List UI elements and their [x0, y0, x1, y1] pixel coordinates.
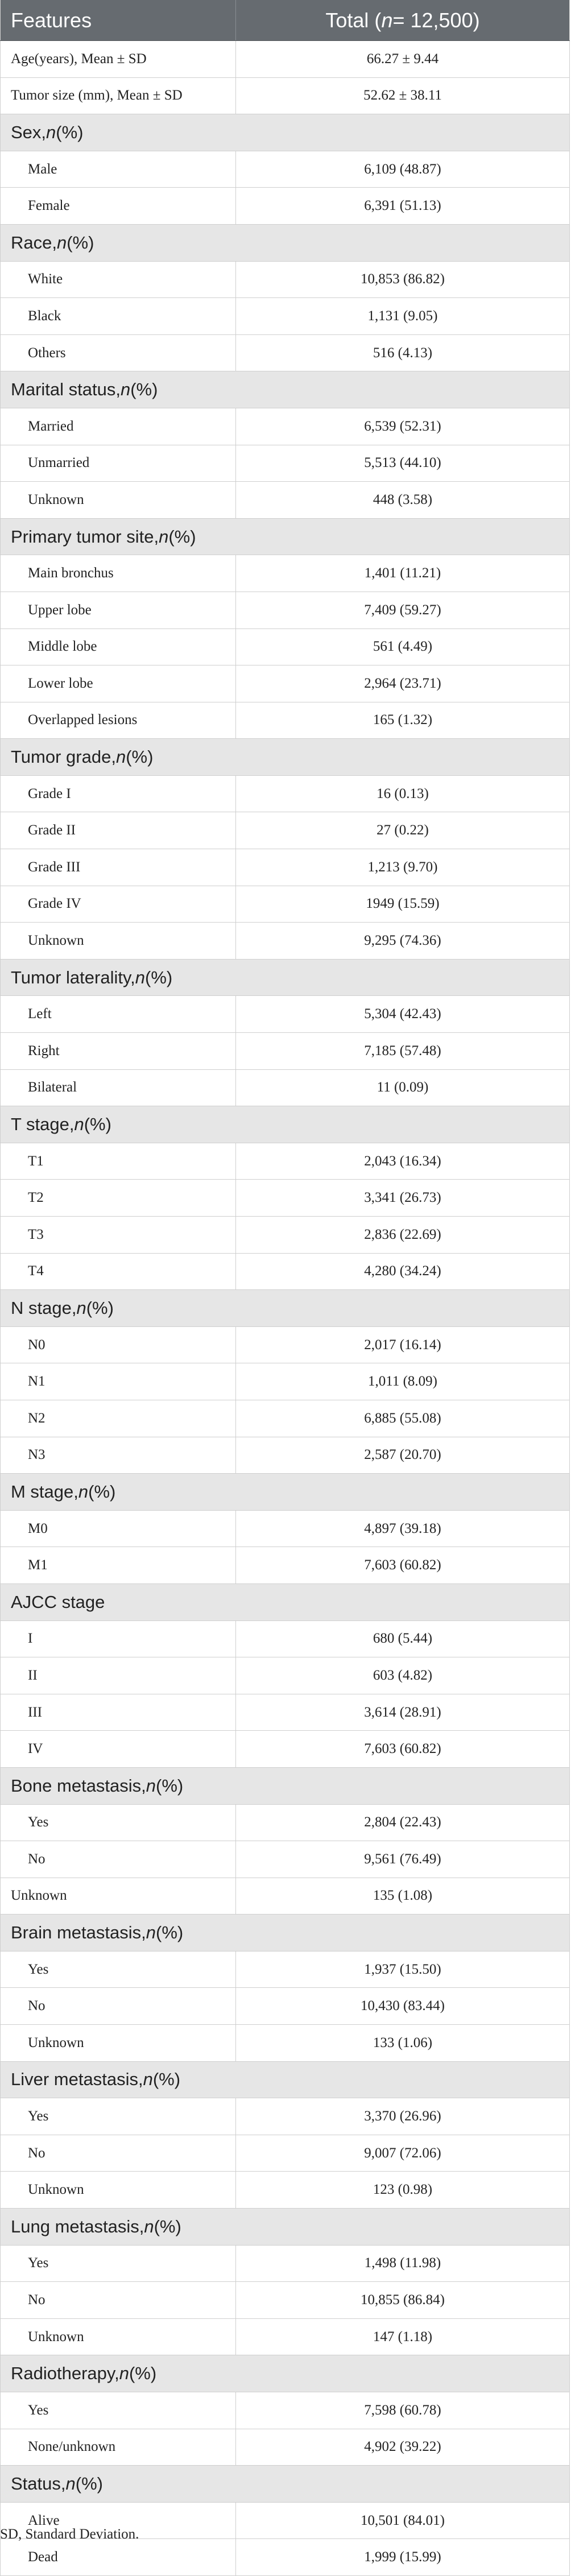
table-row: [0, 1033, 570, 1070]
table-row: [0, 41, 570, 78]
table-body: [0, 41, 570, 2576]
row-label: N3: [0, 1437, 236, 1474]
row-value: 147 (1.18): [236, 2319, 570, 2355]
section-label: Bone metastasis, n (%): [0, 1768, 570, 1804]
row-value: 4,902 (39.22): [236, 2429, 570, 2466]
table-row: [0, 2172, 570, 2209]
row-value: 16 (0.13): [236, 776, 570, 812]
row-value: 7,598 (60.78): [236, 2392, 570, 2429]
row-value: 9,007 (72.06): [236, 2135, 570, 2172]
section-label: Race, n (%): [0, 225, 570, 261]
section-label: Tumor grade, n (%): [0, 739, 570, 775]
table-row: [0, 1400, 570, 1437]
row-value: 135 (1.08): [236, 1878, 570, 1915]
section-header-row: [0, 1290, 570, 1327]
table-header-row: [0, 0, 570, 41]
row-value: 1,498 (11.98): [236, 2246, 570, 2282]
table-row: [0, 1841, 570, 1878]
table-row: [0, 335, 570, 372]
header-features: Features: [0, 0, 236, 40]
row-label: III: [0, 1694, 236, 1731]
row-value: 3,370 (26.96): [236, 2098, 570, 2135]
table-row: [0, 1143, 570, 1180]
row-label: None/unknown: [0, 2429, 236, 2466]
section-label: Marital status, n (%): [0, 371, 570, 408]
row-value: 133 (1.06): [236, 2025, 570, 2061]
row-label: Right: [0, 1033, 236, 1069]
section-label: Primary tumor site, n (%): [0, 519, 570, 555]
table-row: [0, 2539, 570, 2576]
table-row: [0, 812, 570, 849]
section-label: Lung metastasis, n (%): [0, 2209, 570, 2245]
row-label: No: [0, 1841, 236, 1878]
table-row: [0, 2319, 570, 2356]
row-label: T3: [0, 1217, 236, 1253]
section-label: Status, n (%): [0, 2466, 570, 2502]
row-label: T2: [0, 1180, 236, 1216]
row-label: Unknown: [0, 482, 236, 518]
row-value: 1,011 (8.09): [236, 1363, 570, 1400]
section-header-row: [0, 225, 570, 262]
table-row: [0, 1437, 570, 1474]
row-value: 11 (0.09): [236, 1070, 570, 1106]
table-row: [0, 1878, 570, 1915]
row-value: 7,603 (60.82): [236, 1547, 570, 1583]
row-value: 27 (0.22): [236, 812, 570, 849]
table-row: [0, 1217, 570, 1254]
section-header-row: [0, 1474, 570, 1511]
table-row: [0, 1254, 570, 1291]
section-label: Radiotherapy, n (%): [0, 2355, 570, 2392]
row-value: 66.27 ± 9.44: [236, 41, 570, 77]
row-value: 1,131 (9.05): [236, 298, 570, 334]
table-row: [0, 262, 570, 299]
table-row: [0, 298, 570, 335]
row-value: 7,603 (60.82): [236, 1731, 570, 1767]
section-header-row: [0, 1106, 570, 1143]
row-label: T1: [0, 1143, 236, 1180]
table-row: [0, 2429, 570, 2466]
row-label: Unmarried: [0, 445, 236, 482]
row-label: Unknown: [0, 2025, 236, 2061]
row-label: Yes: [0, 1951, 236, 1988]
row-value: 5,304 (42.43): [236, 996, 570, 1032]
table-row: [0, 408, 570, 445]
section-header-row: [0, 1768, 570, 1805]
row-label: II: [0, 1657, 236, 1694]
table-row: [0, 923, 570, 960]
row-label: Overlapped lesions: [0, 702, 236, 739]
row-label: Middle lobe: [0, 629, 236, 665]
section-label: Sex, n (%): [0, 114, 570, 151]
section-header-row: [0, 2062, 570, 2099]
row-label: Married: [0, 408, 236, 445]
row-label: Others: [0, 335, 236, 371]
table-row: [0, 482, 570, 519]
row-value: 448 (3.58): [236, 482, 570, 518]
row-label: N2: [0, 1400, 236, 1437]
row-value: 2,836 (22.69): [236, 1217, 570, 1253]
section-header-row: [0, 2466, 570, 2503]
row-label: Lower lobe: [0, 665, 236, 702]
row-label: Left: [0, 996, 236, 1032]
row-value: 9,561 (76.49): [236, 1841, 570, 1878]
section-header-row: [0, 960, 570, 997]
row-label: No: [0, 2282, 236, 2318]
row-label: M0: [0, 1511, 236, 1547]
table-row: [0, 1805, 570, 1842]
table-row: [0, 1547, 570, 1584]
table-row: [0, 1070, 570, 1107]
row-value: 6,391 (51.13): [236, 188, 570, 224]
row-label: N0: [0, 1327, 236, 1363]
table-row: [0, 188, 570, 225]
row-value: 1,401 (11.21): [236, 555, 570, 592]
section-label: Tumor laterality, n (%): [0, 960, 570, 996]
row-label: Unknown: [0, 2319, 236, 2355]
row-value: 680 (5.44): [236, 1621, 570, 1657]
table-row: [0, 665, 570, 702]
table-row: [0, 1621, 570, 1658]
table-row: [0, 592, 570, 629]
row-label: Female: [0, 188, 236, 224]
row-label: Male: [0, 151, 236, 188]
section-label: AJCC stage: [0, 1584, 570, 1620]
row-value: 1949 (15.59): [236, 886, 570, 923]
section-header-row: [0, 114, 570, 151]
table-footnote: SD, Standard Deviation.: [0, 2527, 139, 2542]
row-label: Tumor size (mm), Mean ± SD: [0, 78, 236, 114]
row-value: 1,999 (15.99): [236, 2539, 570, 2575]
header-total: Total ( n = 12,500): [236, 0, 570, 40]
row-value: 4,280 (34.24): [236, 1254, 570, 1290]
row-value: 7,409 (59.27): [236, 592, 570, 629]
section-header-row: [0, 1584, 570, 1621]
row-label: Bilateral: [0, 1070, 236, 1106]
row-label: Main bronchus: [0, 555, 236, 592]
row-label: Grade II: [0, 812, 236, 849]
row-value: 6,109 (48.87): [236, 151, 570, 188]
row-label: Grade IV: [0, 886, 236, 923]
table-row: [0, 445, 570, 482]
section-header-row: [0, 519, 570, 556]
row-value: 10,853 (86.82): [236, 262, 570, 298]
table-row: [0, 1694, 570, 1731]
section-label: N stage, n (%): [0, 1290, 570, 1326]
table-row: [0, 996, 570, 1033]
table-row: [0, 776, 570, 813]
row-label: Yes: [0, 2246, 236, 2282]
row-value: 123 (0.98): [236, 2172, 570, 2208]
table-row: [0, 1657, 570, 1694]
row-label: Grade I: [0, 776, 236, 812]
section-label: M stage, n (%): [0, 1474, 570, 1510]
row-value: 5,513 (44.10): [236, 445, 570, 482]
section-label: Liver metastasis, n (%): [0, 2062, 570, 2098]
row-value: 2,043 (16.34): [236, 1143, 570, 1180]
table-row: [0, 886, 570, 923]
row-label: Unknown: [0, 2172, 236, 2208]
row-value: 2,017 (16.14): [236, 1327, 570, 1363]
table-row: [0, 1731, 570, 1768]
row-label: Yes: [0, 1805, 236, 1841]
row-value: 1,937 (15.50): [236, 1951, 570, 1988]
row-value: 603 (4.82): [236, 1657, 570, 1694]
table-row: [0, 2246, 570, 2283]
table-row: [0, 2282, 570, 2319]
row-label: N1: [0, 1363, 236, 1400]
table-row: [0, 1988, 570, 2025]
row-value: 3,341 (26.73): [236, 1180, 570, 1216]
row-value: 9,295 (74.36): [236, 923, 570, 959]
row-value: 6,885 (55.08): [236, 1400, 570, 1437]
row-value: 3,614 (28.91): [236, 1694, 570, 1731]
row-label: Black: [0, 298, 236, 334]
row-value: 10,855 (86.84): [236, 2282, 570, 2318]
row-label: IV: [0, 1731, 236, 1767]
row-label: Dead: [0, 2539, 236, 2575]
table-row: [0, 1180, 570, 1217]
table-row: [0, 2098, 570, 2135]
row-label: Yes: [0, 2098, 236, 2135]
section-header-row: [0, 371, 570, 408]
table-row: [0, 702, 570, 739]
table-row: [0, 2135, 570, 2172]
table-row: [0, 78, 570, 115]
row-value: 6,539 (52.31): [236, 408, 570, 445]
row-value: 561 (4.49): [236, 629, 570, 665]
row-value: 52.62 ± 38.11: [236, 78, 570, 114]
section-header-row: [0, 1915, 570, 1951]
table-row: [0, 849, 570, 886]
row-label: Alive: [0, 2503, 236, 2539]
section-label: Brain metastasis, n (%): [0, 1915, 570, 1951]
row-value: 10,430 (83.44): [236, 1988, 570, 2024]
row-value: 2,964 (23.71): [236, 665, 570, 702]
row-label: White: [0, 262, 236, 298]
row-label: I: [0, 1621, 236, 1657]
row-label: Upper lobe: [0, 592, 236, 629]
row-label: T4: [0, 1254, 236, 1290]
row-label: Unknown: [0, 923, 236, 959]
row-value: 2,587 (20.70): [236, 1437, 570, 1474]
table-row: [0, 1951, 570, 1988]
table-row: [0, 2392, 570, 2429]
row-label: Yes: [0, 2392, 236, 2429]
section-header-row: [0, 739, 570, 776]
section-header-row: [0, 2355, 570, 2392]
row-label: No: [0, 1988, 236, 2024]
table-row: [0, 629, 570, 666]
row-value: 2,804 (22.43): [236, 1805, 570, 1841]
table-row: [0, 151, 570, 188]
row-label: Age(years), Mean ± SD: [0, 41, 236, 77]
table-row: [0, 2025, 570, 2062]
table-row: [0, 1363, 570, 1400]
row-value: 1,213 (9.70): [236, 849, 570, 886]
row-value: 4,897 (39.18): [236, 1511, 570, 1547]
section-label: T stage, n (%): [0, 1106, 570, 1143]
table-row: [0, 1327, 570, 1364]
table-row: [0, 1511, 570, 1548]
section-header-row: [0, 2209, 570, 2246]
row-label: Grade III: [0, 849, 236, 886]
row-label: No: [0, 2135, 236, 2172]
row-value: 10,501 (84.01): [236, 2503, 570, 2539]
row-label: M1: [0, 1547, 236, 1583]
row-label: Unknown: [0, 1878, 236, 1915]
row-value: 516 (4.13): [236, 335, 570, 371]
row-value: 7,185 (57.48): [236, 1033, 570, 1069]
row-value: 165 (1.32): [236, 702, 570, 739]
table-row: [0, 555, 570, 592]
